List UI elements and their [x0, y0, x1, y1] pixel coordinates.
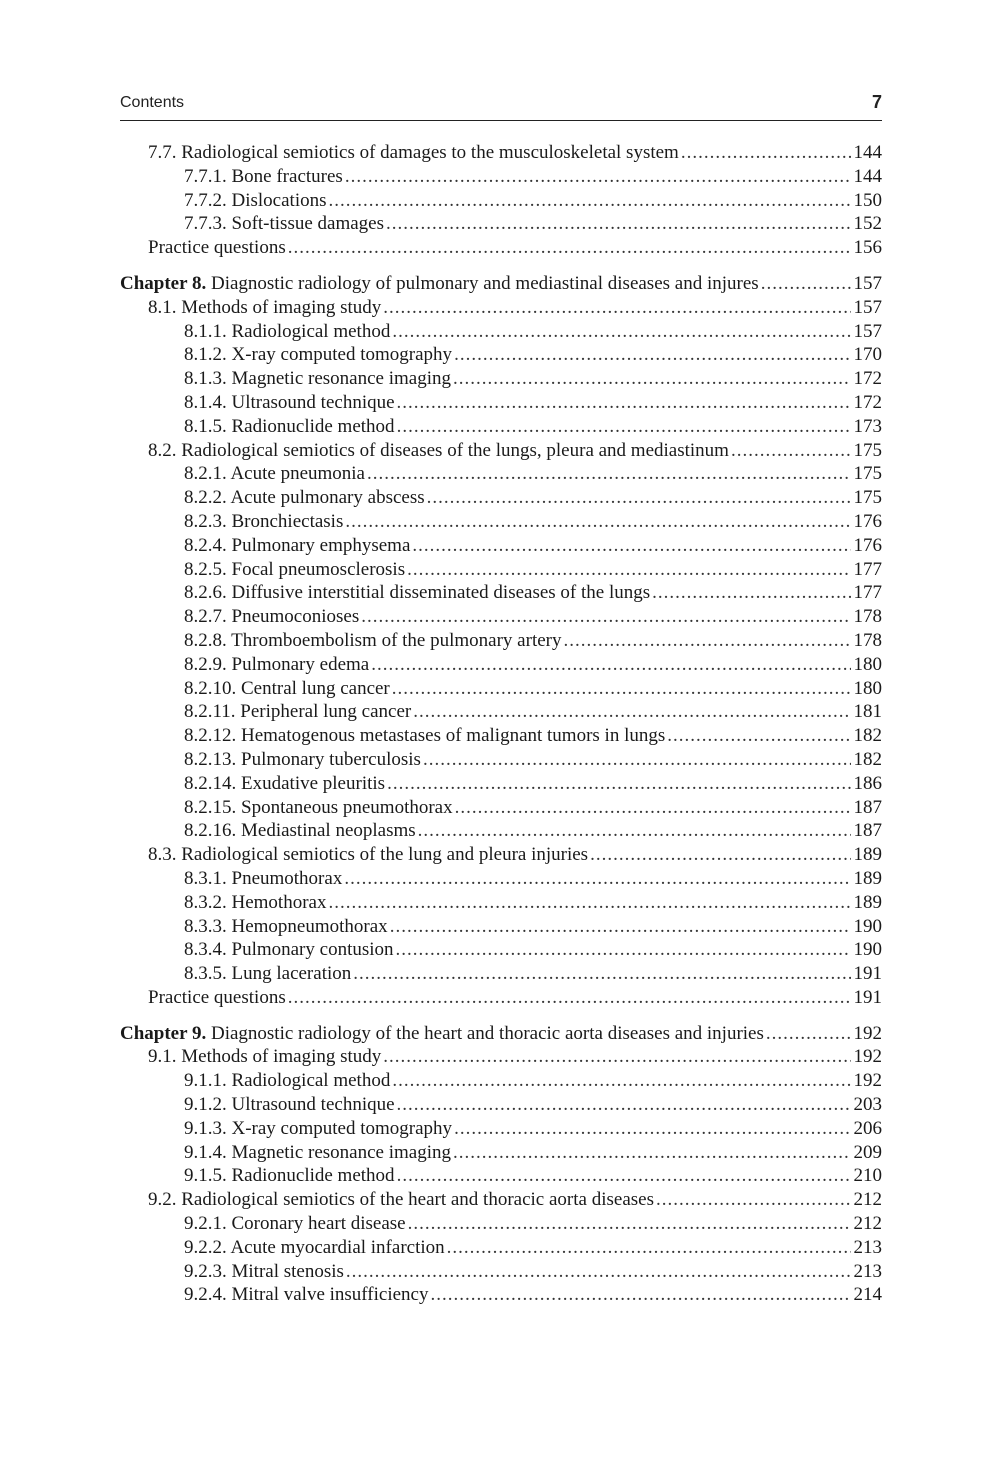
toc-entry-number: 8.2.5. — [184, 558, 227, 580]
toc-entry-title: Ultrasound technique — [231, 1094, 395, 1116]
toc-subsection-entry — [120, 415, 882, 439]
toc-subsection-entry — [120, 367, 882, 391]
running-head-title: Contents — [120, 94, 185, 111]
toc-entry-number: 8.1.1. — [184, 320, 227, 342]
toc-entry-page: 170 — [853, 344, 882, 366]
toc-entry-label — [148, 141, 679, 165]
toc-entry-title: Mitral valve insufficiency — [231, 1284, 429, 1306]
toc-entry-number: 8.3.5. — [184, 963, 227, 985]
toc-entry-page: 190 — [853, 939, 882, 961]
dot-leader — [392, 320, 850, 344]
dot-leader — [408, 1212, 851, 1236]
toc-subsection-entry — [120, 819, 882, 843]
toc-entry-label — [148, 843, 588, 867]
toc-entry-title: Radiological method — [231, 1070, 391, 1092]
dot-leader — [288, 986, 851, 1010]
toc-entry-page: 206 — [853, 1117, 882, 1139]
dot-leader — [423, 748, 851, 772]
toc-entry-page: 157 — [853, 320, 882, 342]
dot-leader — [344, 867, 850, 891]
toc-subsection-entry — [120, 462, 882, 486]
toc-entry-number: 8.3.4. — [184, 939, 227, 961]
dot-leader — [387, 772, 850, 796]
toc-entry-title: Diagnostic radiology of the heart and thoracic aorta diseases and injuries — [210, 1022, 764, 1044]
toc-entry-page: 157 — [853, 296, 882, 318]
toc-subsection-entry — [120, 1141, 882, 1165]
toc-section-entry — [120, 843, 882, 867]
toc-entry-label — [148, 986, 286, 1010]
toc-entry-title: Acute pneumonia — [230, 463, 365, 485]
toc-entry-number: 9.2.1. — [184, 1213, 227, 1235]
page-number: 7 — [871, 92, 882, 112]
toc-entry-title: X-ray computed tomography — [231, 344, 453, 366]
toc-subsection-entry — [120, 534, 882, 558]
toc-entry-page: 192 — [853, 1022, 882, 1044]
toc-entry-title: Pulmonary tuberculosis — [241, 748, 421, 770]
toc-section-entry — [120, 1045, 882, 1069]
toc-entry-label — [184, 1260, 344, 1284]
toc-entry-label — [148, 439, 729, 463]
toc-entry-page: 150 — [853, 189, 882, 211]
dot-leader — [656, 1188, 851, 1212]
toc-entry-label — [184, 1117, 452, 1141]
toc-entry-number: 8.3.1. — [184, 867, 227, 889]
dot-leader — [455, 796, 851, 820]
toc-entry-label — [184, 486, 425, 510]
toc-entry-label — [184, 772, 385, 796]
dot-leader — [345, 165, 851, 189]
dot-leader — [766, 1022, 851, 1046]
toc-entry-title: Magnetic resonance imaging — [231, 1141, 451, 1163]
toc-entry-label — [184, 962, 351, 986]
toc-section-entry — [120, 986, 882, 1010]
toc-entry-label — [184, 165, 343, 189]
toc-entry-label — [184, 796, 453, 820]
toc-entry-number: 7.7. — [148, 142, 177, 163]
toc-subsection-entry — [120, 320, 882, 344]
toc-entry-number: 7.7.1. — [184, 165, 227, 187]
toc-subsection-entry — [120, 867, 882, 891]
dot-leader — [453, 367, 851, 391]
toc-entry-title: Diagnostic radiology of pulmonary and mediastinal diseases and injures — [210, 272, 759, 294]
toc-entry-title: Mitral stenosis — [231, 1260, 344, 1282]
toc-entry-page: 212 — [853, 1213, 882, 1235]
toc-subsection-entry — [120, 1260, 882, 1284]
toc-entry-number: 8.3.3. — [184, 915, 227, 937]
toc-entry-label — [184, 343, 452, 367]
toc-subsection-entry — [120, 962, 882, 986]
toc-entry-label — [184, 534, 410, 558]
toc-subsection-entry — [120, 343, 882, 367]
toc-entry-title: Exudative pleuritis — [241, 772, 386, 794]
toc-entry-page: 156 — [853, 237, 882, 259]
dot-leader — [396, 938, 851, 962]
toc-entry-page: 178 — [853, 606, 882, 628]
toc-entry-label — [184, 677, 390, 701]
dot-leader — [367, 462, 851, 486]
toc-entry-page: 212 — [853, 1189, 882, 1211]
toc-entry-page: 187 — [853, 796, 882, 818]
toc-entry-label — [184, 320, 390, 344]
toc-entry-number: 8.2.15. — [184, 796, 237, 818]
toc-entry-label — [148, 296, 381, 320]
toc-entry-page: 190 — [853, 915, 882, 937]
toc-entry-title: Magnetic resonance imaging — [231, 368, 451, 390]
toc-section-entry — [120, 439, 882, 463]
toc-entry-number: 9.2.3. — [184, 1260, 227, 1282]
toc-entry-title: Bone fractures — [231, 165, 343, 187]
toc-entry-number: 8.2.9. — [184, 653, 227, 675]
toc-entry-number: 8.1.3. — [184, 368, 227, 390]
toc-entry-title: Bronchiectasis — [231, 510, 344, 532]
dot-leader — [430, 1283, 850, 1307]
toc-subsection-entry — [120, 1212, 882, 1236]
toc-entry-title: Methods of imaging study — [181, 296, 382, 318]
toc-entry-page: 186 — [853, 772, 882, 794]
toc-entry-title: Mediastinal neoplasms — [241, 820, 416, 842]
toc-entry-page: 182 — [853, 748, 882, 770]
toc-entry-number: 8.2.8. — [184, 629, 227, 651]
toc-subsection-entry — [120, 1236, 882, 1260]
dot-leader — [681, 141, 851, 165]
section-gap — [120, 1010, 882, 1022]
toc-entry-title: Pulmonary edema — [231, 653, 370, 675]
dot-leader — [288, 236, 851, 260]
toc-entry-title: Hemothorax — [231, 891, 327, 913]
toc-entry-label — [184, 1236, 445, 1260]
toc-entry-page: 181 — [853, 701, 882, 723]
dot-leader — [397, 415, 851, 439]
toc-entry-page: 213 — [853, 1236, 882, 1258]
toc-subsection-entry — [120, 724, 882, 748]
toc-subsection-entry — [120, 165, 882, 189]
running-head — [120, 92, 882, 121]
dot-leader — [427, 486, 851, 510]
toc-entry-number: 8.2.13. — [184, 748, 237, 770]
toc-entry-label — [184, 915, 388, 939]
toc-entry-page: 180 — [853, 677, 882, 699]
toc-entry-label — [184, 938, 394, 962]
toc-entry-label — [184, 189, 327, 213]
toc-entry-title: Pulmonary contusion — [231, 939, 394, 961]
toc-entry-page: 172 — [853, 391, 882, 413]
dot-leader — [383, 296, 850, 320]
toc-section-entry — [120, 296, 882, 320]
toc-entry-title: Coronary heart disease — [231, 1213, 406, 1235]
toc-entry-number: 7.7.2. — [184, 189, 227, 211]
toc-entry-page: 209 — [853, 1141, 882, 1163]
toc-entry-page: 213 — [853, 1260, 882, 1282]
toc-entry-title: Hemopneumothorax — [231, 915, 388, 937]
toc-entry-number: 8.1.2. — [184, 344, 227, 366]
toc-entry-page: 176 — [853, 510, 882, 532]
dot-leader — [413, 700, 850, 724]
toc-entry-page: 175 — [853, 439, 882, 461]
toc-subsection-entry — [120, 1283, 882, 1307]
toc-entry-label — [120, 1022, 764, 1046]
toc-entry-label — [184, 1069, 390, 1093]
toc-entry-label — [184, 1283, 428, 1307]
dot-leader — [731, 439, 851, 463]
toc-entry-title: Radionuclide method — [231, 415, 395, 437]
toc-subsection-entry — [120, 558, 882, 582]
toc-entry-title: Hematogenous metastases of malignant tumors in lungs — [241, 725, 666, 747]
toc-entry-title: Thromboembolism of the pulmonary artery — [231, 629, 562, 651]
toc-entry-label — [184, 510, 343, 534]
toc-entry-page: 191 — [853, 986, 882, 1008]
toc-entry-page: 189 — [853, 867, 882, 889]
dot-leader — [397, 1093, 851, 1117]
toc-entry-label — [184, 1141, 451, 1165]
toc-entry-number: 8.3.2. — [184, 891, 227, 913]
toc-entry-number: 9.1.2. — [184, 1094, 227, 1116]
toc-entry-page: 176 — [853, 534, 882, 556]
toc-entry-label — [184, 415, 395, 439]
toc-entry-label — [148, 236, 286, 260]
toc-entry-title: Radionuclide method — [231, 1165, 395, 1187]
toc-entry-label — [184, 391, 395, 415]
toc-entry-title: Lung laceration — [231, 963, 352, 985]
toc-entry-label — [184, 629, 561, 653]
toc-entry-number: 9.2.4. — [184, 1284, 227, 1306]
toc-entry-label — [184, 748, 421, 772]
toc-subsection-entry — [120, 1093, 882, 1117]
dot-leader — [345, 510, 850, 534]
toc-entry-number: 8.2. — [148, 439, 177, 461]
toc-entry-page: 144 — [853, 142, 882, 163]
toc-entry-title: Spontaneous pneumothorax — [241, 796, 453, 818]
dot-leader — [454, 343, 850, 367]
toc-entry-number: 9.2.2. — [184, 1236, 227, 1258]
toc-entry-page: 180 — [853, 653, 882, 675]
toc-entry-number: 9.1.3. — [184, 1117, 227, 1139]
toc-entry-title: Radiological semiotics of the heart and thoracic aorta diseases — [181, 1189, 654, 1211]
toc-entry-title: Radiological semiotics of diseases of the lungs, pleura and mediastinum — [181, 439, 729, 461]
toc-entry-title: Pneumothorax — [231, 867, 343, 889]
toc-entry-title: Practice questions — [148, 986, 286, 1008]
toc-entry-title: Radiological semiotics of damages to the musculoskeletal system — [181, 142, 679, 163]
toc-entry-number: 9.1. — [148, 1046, 177, 1068]
toc-subsection-entry — [120, 796, 882, 820]
dot-leader — [418, 819, 851, 843]
toc-entry-title: Soft-tissue damages — [231, 213, 385, 235]
toc-entry-label — [184, 1164, 395, 1188]
toc-entry-label — [148, 1188, 654, 1212]
toc-entry-page: 177 — [853, 582, 882, 604]
dot-leader — [371, 653, 850, 677]
toc-entry-label — [184, 867, 342, 891]
dot-leader — [328, 891, 850, 915]
table-of-contents — [120, 141, 882, 1307]
dot-leader — [667, 724, 850, 748]
toc-entry-title: Central lung cancer — [241, 677, 390, 699]
toc-entry-title: Ultrasound technique — [231, 391, 395, 413]
toc-subsection-entry — [120, 653, 882, 677]
dot-leader — [761, 272, 851, 296]
toc-entry-page: 191 — [853, 963, 882, 985]
toc-entry-page: 152 — [853, 213, 882, 235]
dot-leader — [407, 558, 850, 582]
dot-leader — [392, 1069, 850, 1093]
dot-leader — [412, 534, 850, 558]
toc-entry-number: 8.2.7. — [184, 606, 227, 628]
toc-entry-title: Acute pulmonary abscess — [230, 487, 425, 509]
toc-entry-page: 144 — [853, 165, 882, 187]
toc-entry-page: 178 — [853, 629, 882, 651]
toc-entry-page: 182 — [853, 725, 882, 747]
toc-entry-number: 8.2.12. — [184, 725, 237, 747]
toc-entry-label — [184, 819, 416, 843]
toc-entry-page: 175 — [853, 487, 882, 509]
toc-entry-title: Dislocations — [231, 189, 327, 211]
toc-entry-page: 192 — [853, 1070, 882, 1092]
section-gap — [120, 260, 882, 272]
toc-entry-number: 8.3. — [148, 844, 177, 866]
toc-entry-page: 189 — [853, 891, 882, 913]
toc-entry-page: 192 — [853, 1046, 882, 1068]
toc-chapter-entry — [120, 1022, 882, 1046]
dot-leader — [447, 1236, 851, 1260]
toc-entry-page: 172 — [853, 368, 882, 390]
toc-entry-title: Acute myocardial infarction — [230, 1236, 445, 1258]
toc-entry-number: 8.2.3. — [184, 510, 227, 532]
toc-entry-label — [184, 1093, 395, 1117]
toc-subsection-entry — [120, 1069, 882, 1093]
dot-leader — [390, 915, 851, 939]
toc-subsection-entry — [120, 486, 882, 510]
toc-subsection-entry — [120, 629, 882, 653]
toc-entry-number: 8.1. — [148, 296, 177, 318]
dot-leader — [346, 1260, 851, 1284]
toc-subsection-entry — [120, 772, 882, 796]
dot-leader — [397, 1164, 851, 1188]
toc-entry-number: Chapter 9. — [120, 1022, 207, 1044]
toc-subsection-entry — [120, 748, 882, 772]
toc-entry-label — [184, 1212, 406, 1236]
toc-entry-label — [184, 700, 411, 724]
toc-entry-title: Radiological method — [231, 320, 391, 342]
toc-entry-page: 175 — [853, 463, 882, 485]
dot-leader — [329, 189, 851, 213]
toc-entry-number: 8.2.2. — [184, 487, 227, 509]
toc-subsection-entry — [120, 1117, 882, 1141]
toc-subsection-entry — [120, 212, 882, 236]
toc-entry-label — [184, 367, 451, 391]
toc-entry-number: 9.2. — [148, 1189, 177, 1211]
toc-entry-label — [184, 724, 665, 748]
toc-entry-number: Chapter 8. — [120, 272, 207, 294]
toc-entry-title: Focal pneumosclerosis — [231, 558, 406, 580]
toc-entry-title: Pulmonary emphysema — [231, 534, 411, 556]
toc-subsection-entry — [120, 510, 882, 534]
dot-leader — [386, 212, 850, 236]
dot-leader — [361, 605, 850, 629]
toc-entry-title: Pneumoconioses — [231, 606, 360, 628]
dot-leader — [392, 677, 851, 701]
toc-entry-label — [184, 581, 650, 605]
toc-entry-label — [148, 1045, 381, 1069]
toc-entry-number: 8.1.4. — [184, 391, 227, 413]
toc-entry-page: 210 — [853, 1165, 882, 1187]
toc-entry-title: Radiological semiotics of the lung and pleura injuries — [181, 844, 589, 866]
toc-entry-number: 7.7.3. — [184, 213, 227, 235]
toc-subsection-entry — [120, 891, 882, 915]
toc-entry-page: 214 — [853, 1284, 882, 1306]
toc-entry-number: 8.2.14. — [184, 772, 237, 794]
toc-entry-title: X-ray computed tomography — [231, 1117, 453, 1139]
toc-entry-page: 177 — [853, 558, 882, 580]
dot-leader — [453, 1141, 851, 1165]
toc-entry-label — [184, 605, 359, 629]
toc-entry-label — [184, 891, 326, 915]
toc-subsection-entry — [120, 581, 882, 605]
toc-section-entry — [120, 1188, 882, 1212]
toc-entry-label — [184, 212, 384, 236]
toc-entry-page: 173 — [853, 415, 882, 437]
toc-entry-title: Methods of imaging study — [181, 1046, 382, 1068]
toc-subsection-entry — [120, 391, 882, 415]
toc-entry-number: 9.1.5. — [184, 1165, 227, 1187]
toc-entry-number: 8.2.11. — [184, 701, 236, 723]
dot-leader — [353, 962, 850, 986]
dot-leader — [397, 391, 851, 415]
toc-entry-page: 187 — [853, 820, 882, 842]
toc-entry-label — [184, 653, 369, 677]
toc-subsection-entry — [120, 700, 882, 724]
toc-subsection-entry — [120, 677, 882, 701]
toc-section-entry — [120, 236, 882, 260]
toc-entry-number: 8.2.4. — [184, 534, 227, 556]
dot-leader — [383, 1045, 850, 1069]
toc-subsection-entry — [120, 938, 882, 962]
toc-chapter-entry — [120, 272, 882, 296]
toc-entry-number: 8.2.16. — [184, 820, 237, 842]
toc-subsection-entry — [120, 1164, 882, 1188]
toc-entry-title: Peripheral lung cancer — [240, 701, 412, 723]
toc-entry-number: 8.2.1. — [184, 463, 227, 485]
toc-entry-label — [184, 462, 365, 486]
toc-entry-page: 189 — [853, 844, 882, 866]
toc-entry-page: 203 — [853, 1094, 882, 1116]
dot-leader — [590, 843, 850, 867]
toc-entry-number: 9.1.4. — [184, 1141, 227, 1163]
dot-leader — [652, 581, 850, 605]
toc-entry-number: 8.1.5. — [184, 415, 227, 437]
toc-entry-page: 157 — [853, 272, 882, 294]
toc-entry-title: Diffusive interstitial disseminated diseases of the lungs — [231, 582, 651, 604]
toc-entry-number: 9.1.1. — [184, 1070, 227, 1092]
toc-subsection-entry — [120, 189, 882, 213]
toc-subsection-entry — [120, 915, 882, 939]
toc-entry-label — [184, 558, 405, 582]
toc-entry-number: 8.2.6. — [184, 582, 227, 604]
toc-section-entry — [120, 141, 882, 165]
dot-leader — [563, 629, 850, 653]
toc-entry-title: Practice questions — [148, 237, 286, 259]
toc-entry-label — [120, 272, 759, 296]
toc-subsection-entry — [120, 605, 882, 629]
toc-entry-number: 8.2.10. — [184, 677, 237, 699]
dot-leader — [454, 1117, 850, 1141]
